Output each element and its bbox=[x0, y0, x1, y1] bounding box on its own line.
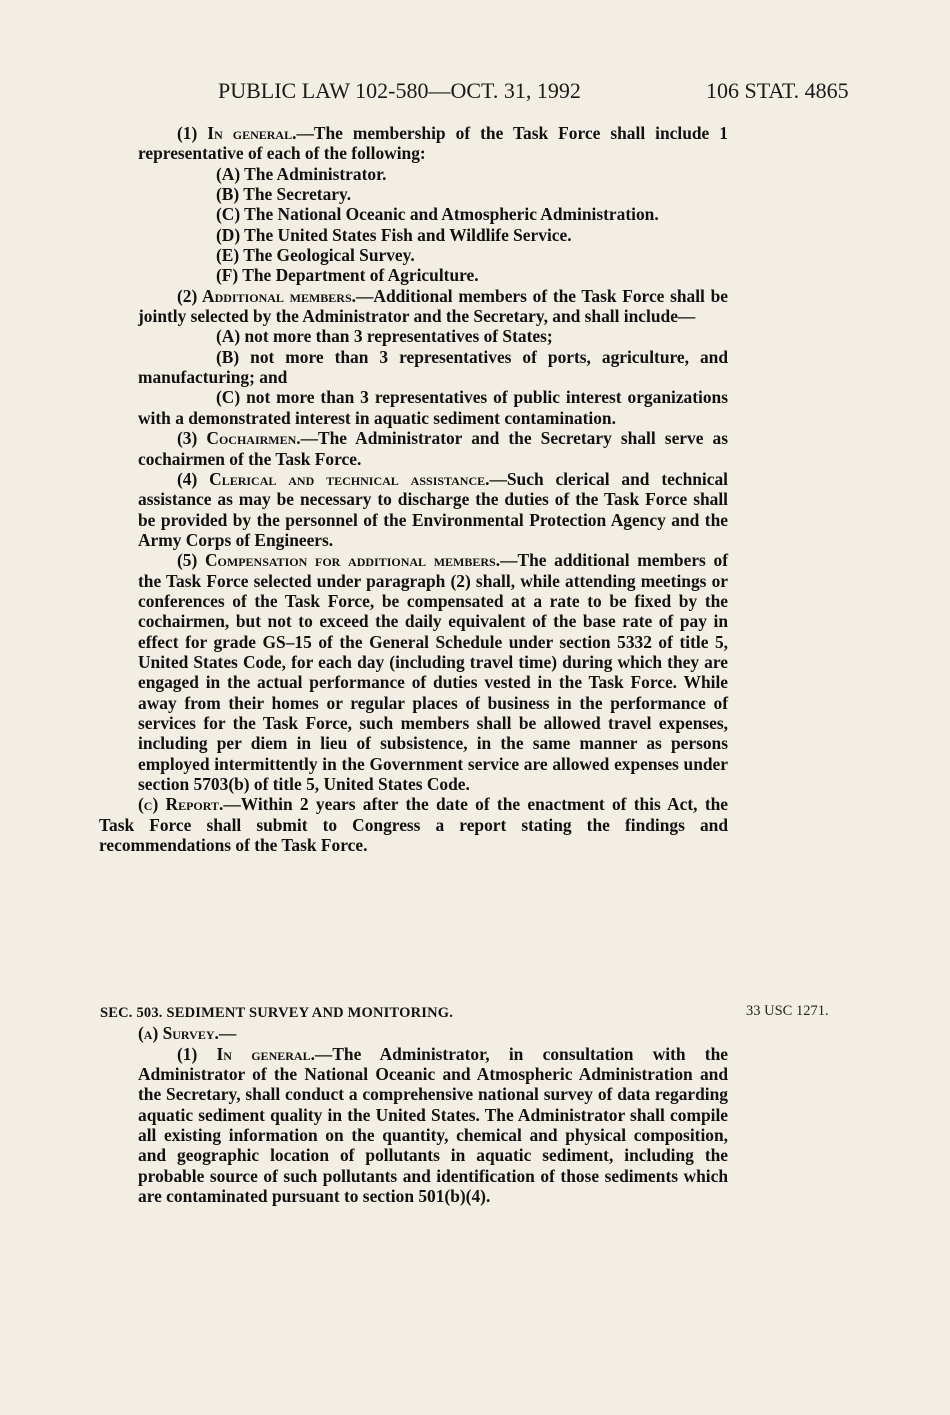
paragraph-1-label: (1) In general. bbox=[177, 123, 297, 143]
statute-page-number: 106 STAT. 4865 bbox=[706, 78, 849, 103]
item-1a: (A) The Administrator. bbox=[216, 163, 387, 184]
page-header bbox=[0, 72, 950, 112]
subsection-a-dash: — bbox=[218, 1023, 237, 1044]
paragraph-1-text: —The membership of the Task Force shall include 1 representative of each of the following: bbox=[138, 123, 728, 164]
margin-citation: 33 USC 1271. bbox=[746, 1003, 829, 1019]
subsection-c bbox=[99, 794, 728, 855]
body-text bbox=[99, 123, 729, 856]
paragraph-5-text: —The additional members of the Task Force selected under paragraph (2) shall, while attending meetings or conferences of the Task Force, be compensated at a rate to be fixed by the cochairmen, but not to exceed the daily equivalent of the base rate of pay in effect for grade GS–15 of the General Schedule under section 5332 of title 5, United States Code, for each day (including travel time) during which they are engaged in the actual performance of duties vested in the Task Force. While away from their homes or regular places of business in the performance of services for the Task Force, such members shall be allowed travel expenses, including per diem in lieu of subsistence, in the same manner as persons employed intermittently in the Government service are allowed expenses under section 5703(b) of title 5, United States Code. bbox=[138, 550, 728, 794]
item-1e: (E) The Geological Survey. bbox=[216, 245, 415, 266]
item-2b: (B) not more than 3 representatives of ports, agriculture, and manufacturing; and bbox=[138, 346, 728, 388]
subsection-c-label: (c) Report. bbox=[138, 794, 224, 815]
subsection-a-1-label: (1) In general. bbox=[177, 1043, 315, 1064]
paragraph-5 bbox=[138, 550, 728, 794]
paragraph-1 bbox=[138, 123, 728, 164]
subsection-a-label: (a) Survey. bbox=[138, 1023, 219, 1044]
item-1b: (B) The Secretary. bbox=[216, 184, 352, 205]
paragraph-5-label: (5) Compensation for additional members. bbox=[177, 550, 501, 571]
paragraph-2 bbox=[138, 286, 728, 327]
paragraph-4-text: —Such clerical and technical assistance as may be necessary to discharge the duties of the Task Force shall be provided by the personnel of the Environmental Protection Agency and the Army Corps of Engineers. bbox=[138, 468, 728, 550]
paragraph-2-text: —Additional members of the Task Force shall be jointly selected by the Administrator and the Secretary, and shall include— bbox=[138, 285, 728, 327]
paragraph-2-label: (2) Additional members. bbox=[177, 285, 356, 306]
subsection-a-paragraph-1 bbox=[100, 1044, 728, 1207]
paragraph-4 bbox=[138, 469, 728, 550]
item-1f: (F) The Department of Agriculture. bbox=[216, 265, 479, 286]
item-2c: (C) not more than 3 representatives of public interest organizations with a demonstrated interest in aquatic sediment contamination. bbox=[138, 387, 728, 428]
paragraph-3-text: —The Administrator and the Secretary shall serve as cochairmen of the Task Force. bbox=[138, 428, 728, 469]
paragraph-3 bbox=[138, 428, 728, 469]
item-2a: (A) not more than 3 representatives of States; bbox=[216, 326, 553, 347]
paragraph-4-label: (4) Clerical and technical assistance. bbox=[177, 468, 490, 489]
subsection-a-1-text: —The Administrator, in consultation with the Administrator of the National Oceanic and Atmospheric Administration and the Secretary, shall conduct a comprehensive national survey of data regarding aquatic sediment quality in the United States. The Administrator shall compile all existing information on the quantity, chemical and physical composition, and geographic location of pollutants in aquatic sediment, including the probable source of such pollutants and identification of those sediments which are contaminated pursuant to section 501(b)(4). bbox=[138, 1043, 728, 1207]
section-heading: SEC. 503. SEDIMENT SURVEY AND MONITORING. bbox=[100, 1005, 454, 1021]
item-1d: (D) The United States Fish and Wildlife Service. bbox=[216, 224, 572, 245]
subsection-a bbox=[100, 1023, 728, 1043]
subsection-c-text: —Within 2 years after the date of the enactment of this Act, the Task Force shall submit to Congress a report stating the findings and recommendations of the Task Force. bbox=[99, 794, 729, 856]
running-title: PUBLIC LAW 102-580—OCT. 31, 1992 bbox=[218, 78, 581, 103]
item-1c: (C) The National Oceanic and Atmospheric Administration. bbox=[216, 204, 659, 225]
section-503 bbox=[100, 1003, 728, 1206]
paragraph-3-label: (3) Cochairmen. bbox=[177, 428, 301, 449]
